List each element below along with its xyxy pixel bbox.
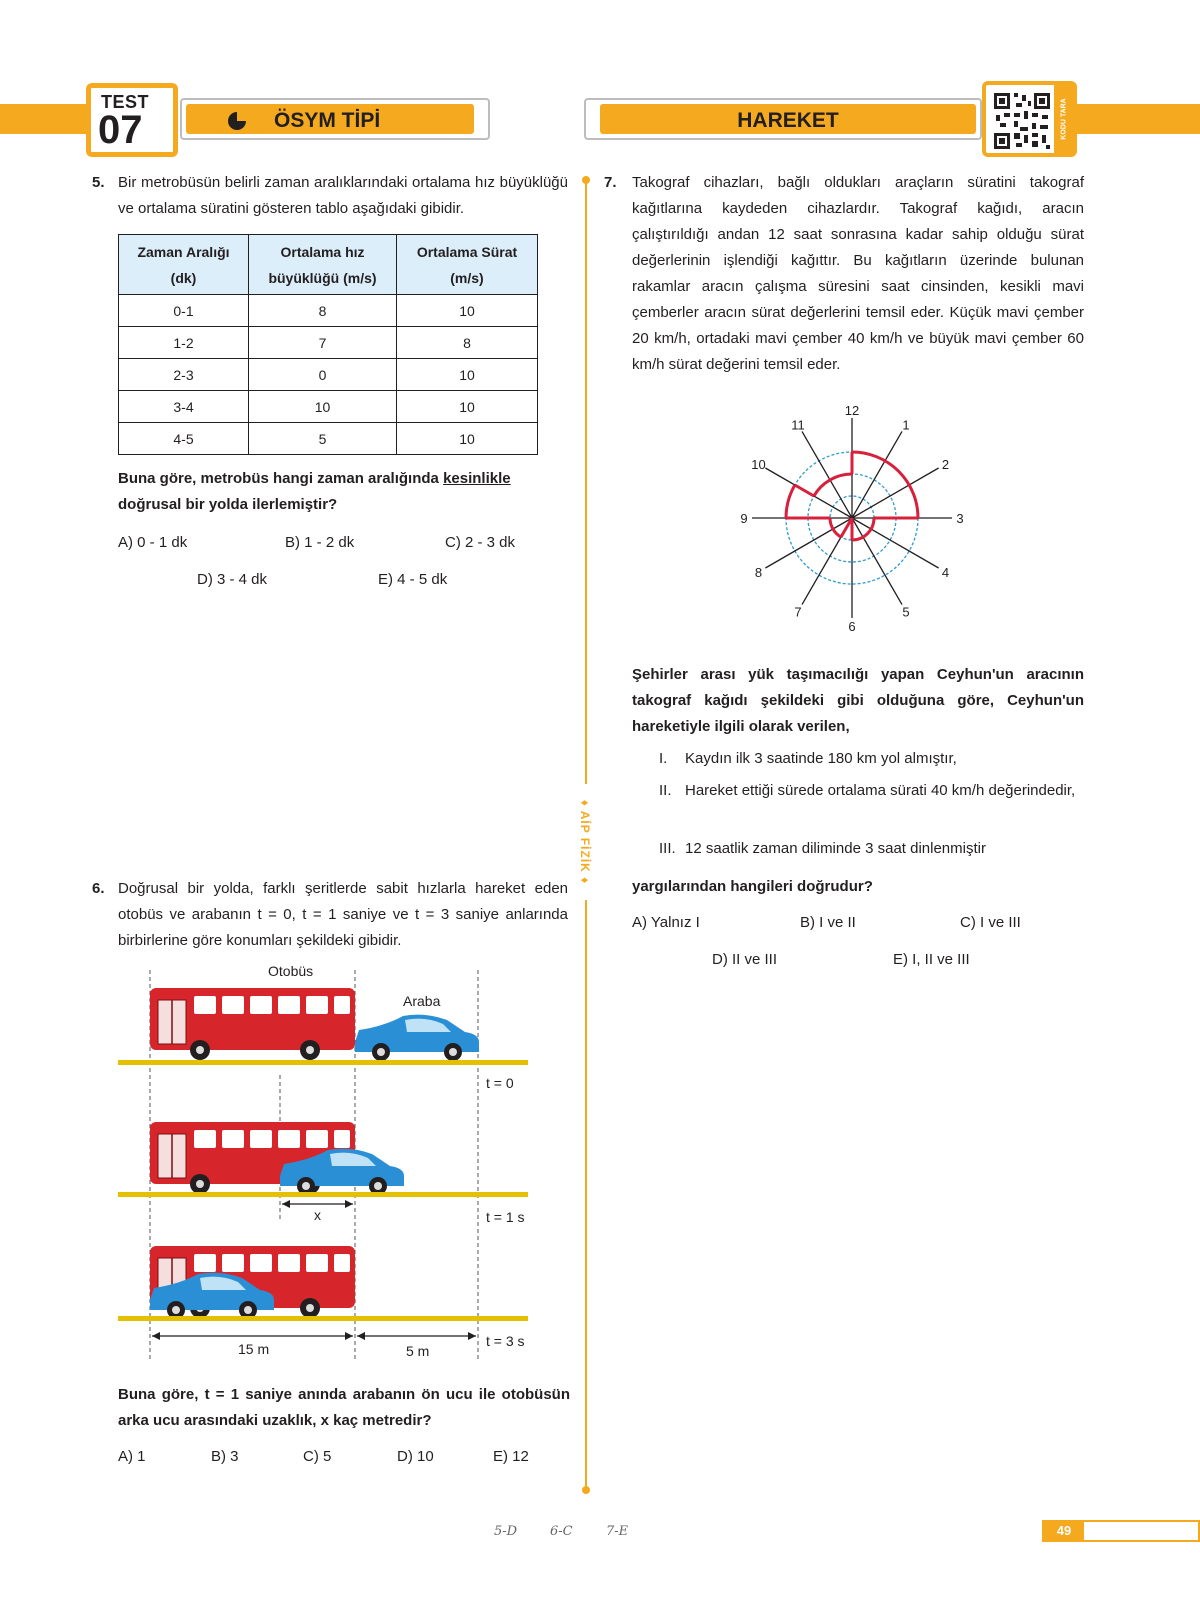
time-label-t3: t = 3 s bbox=[486, 1333, 525, 1349]
statement-text-1: Kaydın ilk 3 saatinde 180 km yol almıştır, bbox=[685, 750, 957, 767]
q7-question: Şehirler arası yük taşımacılığı yapan Ceyhun'un aracının takograf kağıdı şekildeki gibi olduğuna göre, Ceyhun'un hareketiyle ilgili olarak verilen, bbox=[632, 666, 1084, 735]
q7-option-c[interactable]: C) I ve III bbox=[960, 914, 1021, 931]
q5-option-c[interactable]: C) 2 - 3 dk bbox=[445, 534, 516, 551]
table-cell: 0 bbox=[249, 359, 397, 391]
table-row bbox=[119, 295, 538, 327]
trace-step bbox=[795, 485, 814, 496]
table-header: Ortalama hız büyüklüğü (m/s) bbox=[249, 235, 397, 295]
q7-option-b[interactable]: B) I ve II bbox=[800, 914, 856, 931]
table-row bbox=[119, 327, 538, 359]
pie-icon bbox=[226, 110, 248, 132]
topic-title-bar bbox=[584, 98, 982, 140]
hour-label: 7 bbox=[794, 604, 802, 620]
table-cell: 10 bbox=[397, 391, 538, 423]
q5-option-a[interactable]: A) 0 - 1 dk bbox=[118, 534, 188, 551]
statement-roman-1: I. bbox=[659, 750, 668, 767]
side-brand-text: ♦ AİP FİZİK ♦ bbox=[578, 799, 592, 885]
dist-left-label: 15 m bbox=[238, 1341, 270, 1357]
q5-question-emph: kesinlikle bbox=[443, 470, 511, 487]
header-band-left bbox=[0, 104, 88, 134]
car-label: Araba bbox=[403, 993, 441, 1009]
q5-option-e[interactable]: E) 4 - 5 dk bbox=[378, 571, 448, 588]
divider-dot-top bbox=[582, 176, 590, 184]
hour-label: 12 bbox=[844, 403, 860, 418]
table-cell: 10 bbox=[397, 423, 538, 455]
hour-label: 8 bbox=[754, 565, 763, 580]
answer-key-6: 6-C bbox=[550, 1524, 573, 1539]
q5-option-d[interactable]: D) 3 - 4 dk bbox=[197, 571, 268, 588]
page-number-box bbox=[1042, 1520, 1200, 1542]
table-cell: 1-2 bbox=[119, 327, 249, 359]
table-row bbox=[119, 359, 538, 391]
table-cell: 10 bbox=[397, 359, 538, 391]
time-label-t0: t = 0 bbox=[486, 1075, 514, 1091]
road-t1 bbox=[118, 1192, 528, 1197]
answer-key-5: 5-D bbox=[494, 1524, 518, 1539]
road-t3 bbox=[118, 1316, 528, 1321]
q5-question-post: doğrusal bir yolda ilerlemiştir? bbox=[118, 496, 338, 513]
q5-number: 5. bbox=[92, 174, 105, 191]
table-cell: 8 bbox=[249, 295, 397, 327]
table-header: Ortalama Sürat (m/s) bbox=[397, 235, 538, 295]
q6-text: Doğrusal bir yolda, farklı şeritlerde sabit hızlarla hareket eden otobüs ve arabanın t = 0, t = 1 saniye ve t = 3 saniye anlarında birbirlerine göre konumları şekildeki gibidir. bbox=[118, 880, 568, 949]
side-brand bbox=[571, 784, 599, 900]
q6-option-d[interactable]: D) 10 bbox=[397, 1448, 434, 1465]
x-label: x bbox=[314, 1207, 321, 1223]
test-word: TEST bbox=[101, 92, 150, 112]
q6-number: 6. bbox=[92, 880, 105, 897]
table-cell: 10 bbox=[397, 295, 538, 327]
q6-figure bbox=[110, 960, 550, 1370]
section-title-bar bbox=[180, 98, 490, 140]
road-t0 bbox=[118, 1060, 528, 1065]
table-cell: 4-5 bbox=[119, 423, 249, 455]
statement-text-3: 12 saatlik zaman diliminde 3 saat dinlenmiştir bbox=[685, 840, 986, 857]
qr-code-icon[interactable] bbox=[992, 91, 1052, 151]
table-cell: 2-3 bbox=[119, 359, 249, 391]
table-cell: 5 bbox=[249, 423, 397, 455]
statement-text-2: Hareket ettiği sürede ortalama sürati 40 km/h değerindedir, bbox=[685, 782, 1076, 799]
q6-option-a[interactable]: A) 1 bbox=[118, 1448, 146, 1465]
table-cell: 10 bbox=[249, 391, 397, 423]
hour-label: 10 bbox=[751, 457, 766, 472]
topic-label: HAREKET bbox=[737, 109, 839, 132]
statement-roman-2: II. bbox=[659, 782, 672, 799]
q7-number: 7. bbox=[604, 174, 617, 191]
q7-option-a[interactable]: A) Yalnız I bbox=[632, 914, 700, 931]
page-number: 49 bbox=[1044, 1522, 1084, 1540]
hour-label: 6 bbox=[848, 619, 856, 634]
q5-question-pre: Buna göre, metrobüs hangi zaman aralığında bbox=[118, 470, 444, 487]
q5-table bbox=[118, 234, 538, 455]
hour-label: 4 bbox=[941, 565, 950, 580]
trace-segment-20 bbox=[852, 518, 874, 540]
hour-label: 5 bbox=[902, 604, 910, 620]
hour-label: 9 bbox=[740, 511, 748, 526]
q6-option-c[interactable]: C) 5 bbox=[303, 1448, 332, 1465]
statement-roman-3: III. bbox=[659, 840, 676, 857]
hour-label: 1 bbox=[902, 417, 910, 433]
dist-right-label: 5 m bbox=[406, 1343, 430, 1359]
header-band-right bbox=[1065, 104, 1200, 134]
hour-label: 3 bbox=[956, 511, 964, 526]
q5-text: Bir metrobüsün belirli zaman aralıklarındaki ortalama hız büyüklüğü ve ortalama süratini gösteren tablo aşağıdaki gibidir. bbox=[118, 174, 568, 217]
qr-label: KODU TARA bbox=[1060, 98, 1068, 140]
hour-label: 2 bbox=[941, 457, 950, 472]
trace-segment-60 bbox=[852, 452, 918, 518]
table-row bbox=[119, 391, 538, 423]
q6-option-b[interactable]: B) 3 bbox=[211, 1448, 239, 1465]
bus-label: Otobüs bbox=[268, 963, 314, 979]
q6-option-e[interactable]: E) 12 bbox=[493, 1448, 529, 1465]
table-cell: 3-4 bbox=[119, 391, 249, 423]
answer-key-7: 7-E bbox=[606, 1524, 629, 1539]
test-badge bbox=[86, 83, 178, 157]
table-row bbox=[119, 423, 538, 455]
table-header: Zaman Aralığı (dk) bbox=[119, 235, 249, 295]
trace-segment-60b bbox=[786, 485, 795, 518]
q7-option-e[interactable]: E) I, II ve III bbox=[893, 951, 970, 968]
qr-box[interactable] bbox=[982, 81, 1077, 157]
table-cell: 7 bbox=[249, 327, 397, 359]
car-t0 bbox=[355, 1015, 479, 1061]
table-cell: 0-1 bbox=[119, 295, 249, 327]
bus-t0 bbox=[150, 988, 355, 1060]
q6-question: Buna göre, t = 1 saniye anında arabanın ön ucu ile otobüsün arka ucu arasındaki uzaklık, x kaç metredir? bbox=[118, 1386, 570, 1429]
hour-label: 11 bbox=[791, 417, 805, 433]
q5-option-b[interactable]: B) 1 - 2 dk bbox=[285, 534, 355, 551]
section-label: ÖSYM TİPİ bbox=[274, 109, 381, 132]
time-label-t1: t = 1 s bbox=[486, 1209, 525, 1225]
q7-question-end: yargılarından hangileri doğrudur? bbox=[632, 878, 873, 895]
test-number: 07 bbox=[98, 108, 143, 152]
q7-text: Takograf cihazları, bağlı oldukları araçların süratini takograf kağıtlarına kaydeden cihazlardır. Takograf kağıdı, aracın çalıştırıldığı andan 12 saat sonrasına kadar sahip olduğu sürat değerlerinin işlendiği kağıttır. Bu kağıtların üzerinde bulunan rakamlar aracın çalışma süresini saat cinsinden, kesikli mavi çemberler aracın sürat değerlerini temsil eder. Küçük mavi çember 20 km/h, ortadaki mavi çember 40 km/h ve büyük mavi çember 60 km/h sürat değerini temsil eder. bbox=[632, 174, 1084, 373]
q7-option-d[interactable]: D) II ve III bbox=[712, 951, 778, 968]
tachograph-chart bbox=[730, 398, 980, 638]
divider-dot-bottom bbox=[582, 1486, 590, 1494]
q5-question bbox=[118, 466, 558, 518]
table-cell: 8 bbox=[397, 327, 538, 359]
